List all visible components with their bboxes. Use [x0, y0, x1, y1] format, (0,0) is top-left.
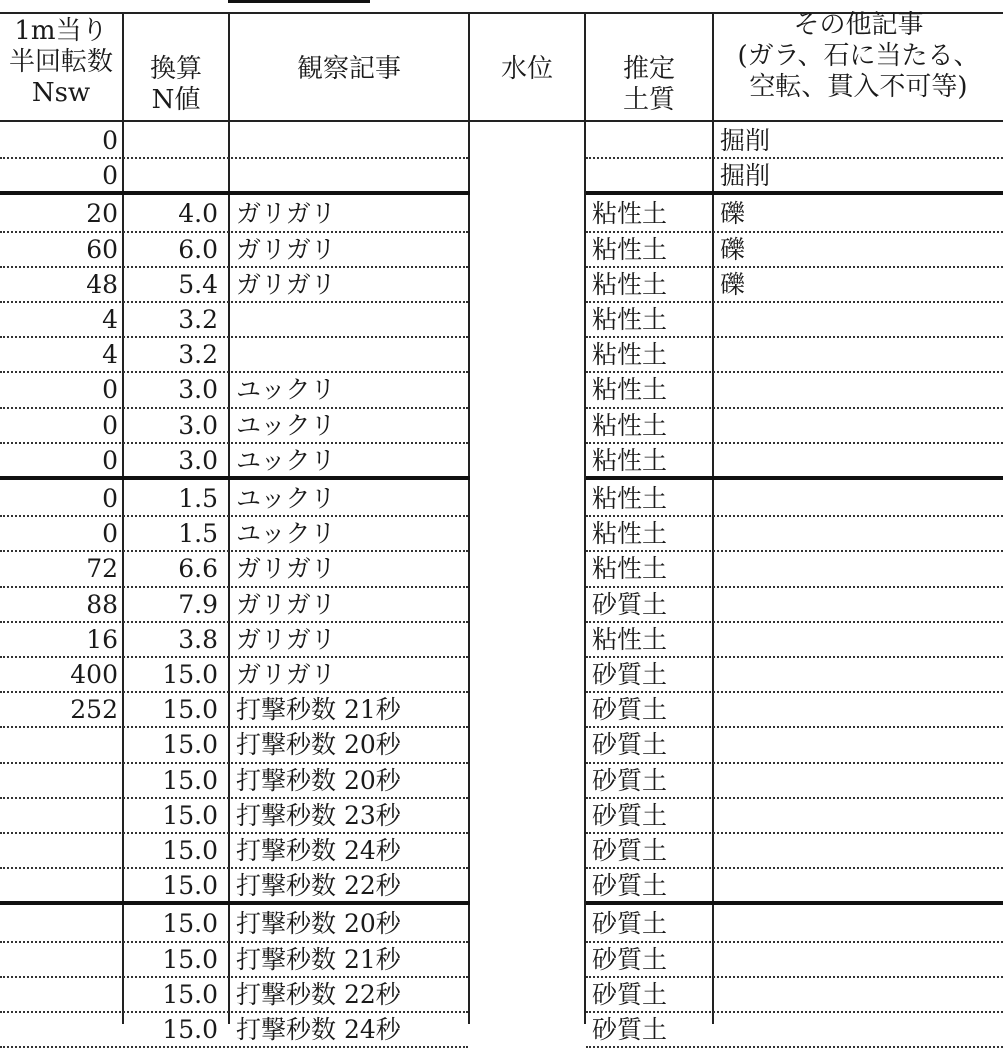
- row-separator: [586, 656, 1003, 658]
- cell-estimated-soil: 粘性土: [592, 305, 668, 334]
- row-separator: [586, 231, 1003, 233]
- cell-observation: ユックリ: [236, 519, 336, 549]
- cell-n-value: 1.5: [178, 519, 218, 549]
- row-separator: [0, 797, 468, 799]
- row-separator: [586, 1011, 1003, 1013]
- cell-observation: ガリガリ: [236, 234, 336, 264]
- cell-n-value: 1.5: [178, 484, 218, 513]
- cell-nsw: 252: [70, 695, 118, 725]
- row-separator: [0, 726, 468, 728]
- cell-estimated-soil: 砂質土: [592, 944, 668, 974]
- cell-observation: 打撃秒数 23秒: [236, 800, 401, 830]
- header-n-line2: N値: [151, 85, 201, 115]
- cell-nsw: 0: [102, 161, 118, 191]
- cell-n-value: 15.0: [162, 730, 218, 760]
- cell-n-value: 3.0: [178, 375, 218, 405]
- row-separator: [0, 442, 468, 444]
- cell-n-value: 6.0: [178, 234, 218, 264]
- cell-n-value: 3.2: [178, 305, 218, 334]
- cell-estimated-soil: 砂質土: [592, 1015, 668, 1044]
- cell-nsw: 4: [102, 340, 118, 370]
- cell-nsw: 0: [102, 484, 118, 513]
- row-separator: [586, 550, 1003, 552]
- header-estimated-soil: [586, 54, 712, 116]
- cell-estimated-soil: 砂質土: [592, 660, 668, 689]
- row-separator: [586, 867, 1003, 869]
- cell-nsw: 0: [102, 375, 118, 405]
- cell-estimated-soil: 粘性土: [592, 410, 668, 440]
- cell-nsw: 0: [102, 445, 118, 475]
- cell-observation: ユックリ: [236, 375, 336, 405]
- row-separator: [0, 941, 468, 943]
- cell-observation: 打撃秒数 21秒: [236, 944, 401, 974]
- cell-nsw: 60: [86, 234, 118, 264]
- cell-n-value: 7.9: [178, 589, 218, 619]
- cell-n-value: 3.0: [178, 445, 218, 475]
- header-bottom-border: [0, 120, 1003, 122]
- row-separator: [586, 691, 1003, 693]
- cell-observation: ユックリ: [236, 445, 336, 475]
- cell-observation: 打撃秒数 22秒: [236, 871, 401, 901]
- cell-nsw: 48: [86, 269, 118, 299]
- cell-observation: 打撃秒数 20秒: [236, 730, 401, 760]
- row-separator: [586, 407, 1003, 409]
- header-other-line1: その他記事: [793, 10, 924, 40]
- row-separator: [0, 976, 468, 978]
- header-other-line3: 空転、貫入不可等): [749, 72, 968, 102]
- row-separator: [0, 371, 468, 373]
- header-nsw-line3: Nsw: [31, 78, 91, 108]
- cell-observation: 打撃秒数 21秒: [236, 695, 401, 725]
- cell-observation: 打撃秒数 20秒: [236, 909, 401, 939]
- row-separator: [0, 266, 468, 268]
- cell-estimated-soil: 砂質土: [592, 589, 668, 619]
- row-separator: [586, 515, 1003, 517]
- cell-observation: 打撃秒数 24秒: [236, 1015, 401, 1044]
- header-other-line2: (ガラ、石に当たる、: [737, 41, 980, 71]
- cell-nsw: 0: [102, 410, 118, 440]
- section-border: [0, 901, 470, 905]
- header-water-level: 水位: [500, 54, 553, 84]
- row-separator: [586, 157, 1003, 159]
- header-nsw: [0, 16, 122, 109]
- cell-estimated-soil: 砂質土: [592, 765, 668, 795]
- cell-estimated-soil: 粘性土: [592, 199, 668, 229]
- row-separator: [586, 336, 1003, 338]
- section-border: [586, 476, 1003, 480]
- section-border: [586, 191, 1003, 195]
- row-separator: [0, 407, 468, 409]
- row-separator: [0, 515, 468, 517]
- row-separator: [586, 797, 1003, 799]
- cell-estimated-soil: 粘性土: [592, 554, 668, 584]
- row-separator: [0, 586, 468, 588]
- row-separator: [586, 621, 1003, 623]
- cell-estimated-soil: 粘性土: [592, 624, 668, 654]
- cell-observation: ガリガリ: [236, 660, 336, 689]
- section-border: [586, 901, 1003, 905]
- cell-estimated-soil: 砂質土: [592, 800, 668, 830]
- cell-estimated-soil: 粘性土: [592, 234, 668, 264]
- cell-n-value: 15.0: [162, 660, 218, 689]
- cell-observation: 打撃秒数 20秒: [236, 765, 401, 795]
- column-divider: [712, 12, 714, 1024]
- cell-nsw: 72: [86, 554, 118, 584]
- cell-other-notes: 掘削: [720, 126, 771, 155]
- cell-observation: ガリガリ: [236, 199, 336, 229]
- row-separator: [0, 550, 468, 552]
- cell-nsw: 88: [86, 589, 118, 619]
- row-separator: [0, 1011, 468, 1013]
- row-separator: [0, 656, 468, 658]
- row-separator: [0, 301, 468, 303]
- cell-nsw: 4: [102, 305, 118, 334]
- column-divider: [122, 12, 124, 1024]
- cell-nsw: 0: [102, 519, 118, 549]
- cell-n-value: 15.0: [162, 695, 218, 725]
- cell-n-value: 15.0: [162, 800, 218, 830]
- cell-n-value: 3.2: [178, 340, 218, 370]
- cell-observation: ガリガリ: [236, 269, 336, 299]
- row-separator: [0, 762, 468, 764]
- row-separator: [586, 726, 1003, 728]
- header-other-notes: [714, 10, 1003, 103]
- header-n-line1: 換算: [149, 54, 202, 84]
- cell-nsw: 400: [70, 660, 118, 689]
- column-divider: [228, 12, 230, 1024]
- cell-other-notes: 掘削: [720, 161, 771, 191]
- cell-estimated-soil: 砂質土: [592, 730, 668, 760]
- cell-n-value: 15.0: [162, 944, 218, 974]
- cell-observation: ガリガリ: [236, 554, 336, 584]
- cell-estimated-soil: 粘性土: [592, 269, 668, 299]
- cell-estimated-soil: 砂質土: [592, 836, 668, 865]
- cell-other-notes: 礫: [720, 269, 746, 299]
- cell-n-value: 15.0: [162, 909, 218, 939]
- row-separator: [586, 941, 1003, 943]
- row-separator: [586, 762, 1003, 764]
- cell-estimated-soil: 粘性土: [592, 484, 668, 513]
- column-divider: [468, 12, 470, 1024]
- cell-observation: ユックリ: [236, 484, 336, 513]
- header-soil-line2: 土質: [622, 85, 675, 115]
- cell-estimated-soil: 砂質土: [592, 979, 668, 1009]
- cell-n-value: 15.0: [162, 979, 218, 1009]
- section-border: [0, 191, 470, 195]
- cell-observation: ガリガリ: [236, 589, 336, 619]
- cell-observation: 打撃秒数 24秒: [236, 836, 401, 865]
- row-separator: [0, 157, 468, 159]
- column-divider: [584, 12, 586, 1024]
- cell-n-value: 15.0: [162, 765, 218, 795]
- header-n-value: [124, 54, 228, 116]
- row-separator: [586, 371, 1003, 373]
- cell-n-value: 15.0: [162, 871, 218, 901]
- row-separator: [586, 266, 1003, 268]
- header-nsw-line2: 半回転数: [8, 47, 113, 77]
- cell-n-value: 3.8: [178, 624, 218, 654]
- cell-estimated-soil: 砂質土: [592, 909, 668, 939]
- row-separator: [0, 867, 468, 869]
- row-separator: [0, 691, 468, 693]
- cell-n-value: 5.4: [178, 269, 218, 299]
- cell-estimated-soil: 粘性土: [592, 375, 668, 405]
- row-separator: [0, 336, 468, 338]
- row-separator: [586, 976, 1003, 978]
- cell-nsw: 20: [86, 199, 118, 229]
- row-separator: [586, 586, 1003, 588]
- cell-estimated-soil: 砂質土: [592, 871, 668, 901]
- cell-n-value: 4.0: [178, 199, 218, 229]
- cell-other-notes: 礫: [720, 199, 746, 229]
- row-separator: [586, 301, 1003, 303]
- header-soil-line1: 推定: [622, 54, 675, 84]
- row-separator: [586, 442, 1003, 444]
- cell-estimated-soil: 粘性土: [592, 519, 668, 549]
- cell-estimated-soil: 粘性土: [592, 445, 668, 475]
- cell-estimated-soil: 粘性土: [592, 340, 668, 370]
- cell-other-notes: 礫: [720, 234, 746, 264]
- header-observation: 観察記事: [296, 54, 401, 84]
- cell-nsw: 16: [86, 624, 118, 654]
- section-border: [0, 476, 470, 480]
- cell-n-value: 6.6: [178, 554, 218, 584]
- cell-observation: ガリガリ: [236, 624, 336, 654]
- header-top-rule: [228, 0, 370, 3]
- row-separator: [0, 231, 468, 233]
- header-nsw-line1: 1m当り: [14, 16, 108, 46]
- cell-observation: ユックリ: [236, 410, 336, 440]
- cell-observation: 打撃秒数 22秒: [236, 979, 401, 1009]
- cell-nsw: 0: [102, 126, 118, 155]
- cell-n-value: 15.0: [162, 1015, 218, 1044]
- cell-estimated-soil: 砂質土: [592, 695, 668, 725]
- row-separator: [0, 832, 468, 834]
- row-separator: [0, 621, 468, 623]
- row-separator: [586, 832, 1003, 834]
- cell-n-value: 15.0: [162, 836, 218, 865]
- cell-n-value: 3.0: [178, 410, 218, 440]
